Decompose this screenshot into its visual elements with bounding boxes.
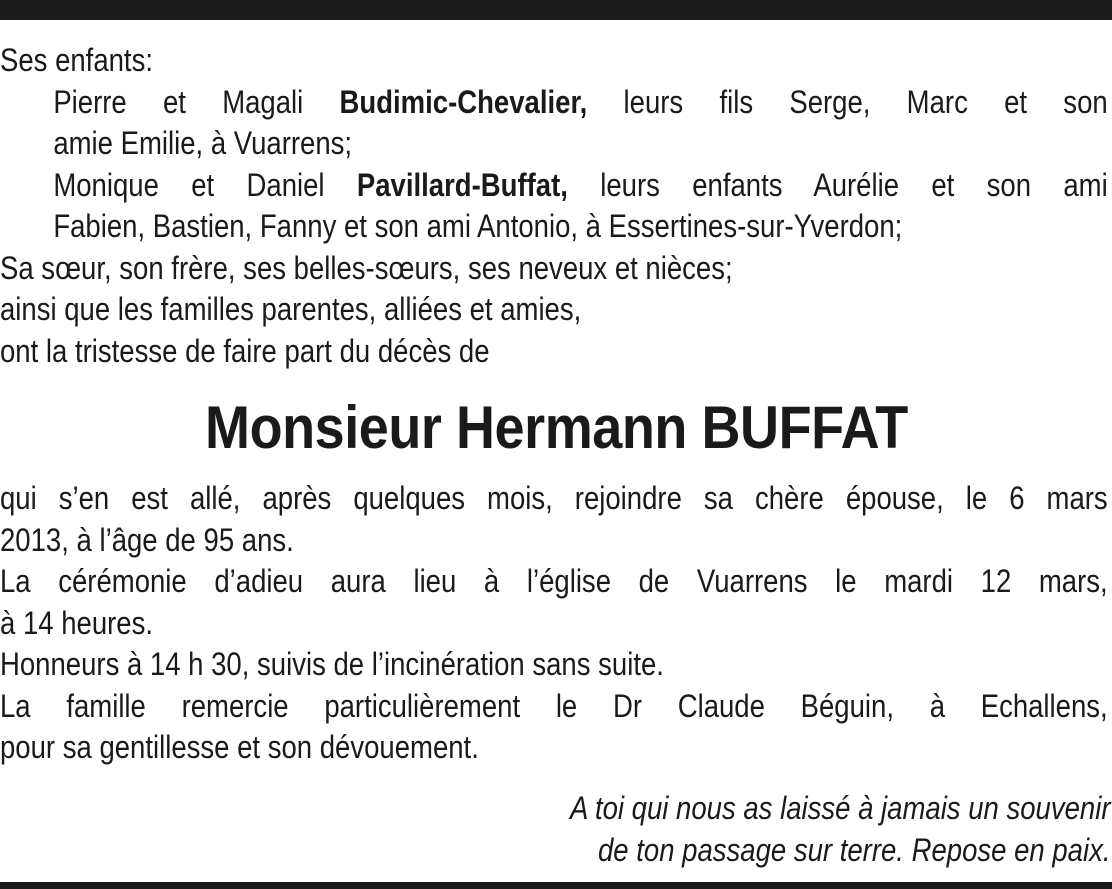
deceased-name-heading: Monsieur Hermann BUFFAT <box>204 394 908 461</box>
details-block <box>0 478 1108 769</box>
ceremony-line-2: à 14 heures. <box>0 604 153 641</box>
announcement-line: ont la tristesse de faire part du décès de <box>0 332 490 369</box>
survivors-block <box>0 40 1108 372</box>
thanks-line-2: pour sa gentillesse et son dévouement. <box>0 729 479 765</box>
closing-quote-line-2: de ton passage sur terre. Repose en paix. <box>597 832 1110 868</box>
closing-quote <box>570 787 1110 871</box>
honours-line: Honneurs à 14 h 30, suivis de l’incinération sans suite. <box>0 646 664 682</box>
ceremony-line-1: La cérémonie d’adieu aura lieu à l’église de Vuarrens le mardi 12 mars, <box>0 563 1108 599</box>
intro-children-label: Ses enfants: <box>0 42 153 78</box>
family-entry-budimic: Pierre et Magali Budimic-Chevalier, leurs fils Serge, Marc et son <box>53 83 1108 120</box>
thanks-line-1: La famille remercie particulièrement le Dr Claude Béguin, à Echallens, <box>0 687 1108 724</box>
family-name-pavillard: Pavillard-Buffat, <box>356 166 568 203</box>
bottom-rule <box>0 882 1112 889</box>
closing-quote-line-1: A toi qui nous as laissé à jamais un souvenir <box>569 790 1110 826</box>
details-line-2: 2013, à l’âge de 95 ans. <box>0 521 294 558</box>
family-name-budimic: Budimic-Chevalier, <box>339 83 588 120</box>
siblings-line: Sa sœur, son frère, ses belles-sœurs, ses neveux et nièces; <box>0 249 733 286</box>
families-line: ainsi que les familles parentes, alliées et amies, <box>0 291 582 327</box>
details-line-1: qui s’en est allé, après quelques mois, rejoindre sa chère épouse, le 6 mars <box>0 480 1108 516</box>
top-rule <box>0 0 1112 20</box>
family-entry-pavillard: Monique et Daniel Pavillard-Buffat, leurs enfants Aurélie et son ami <box>53 166 1108 203</box>
family-entry-budimic-cont: amie Emilie, à Vuarrens; <box>53 125 353 161</box>
family-entry-pavillard-cont: Fabien, Bastien, Fanny et son ami Antonio, à Essertines-sur-Yverdon; <box>53 208 903 244</box>
